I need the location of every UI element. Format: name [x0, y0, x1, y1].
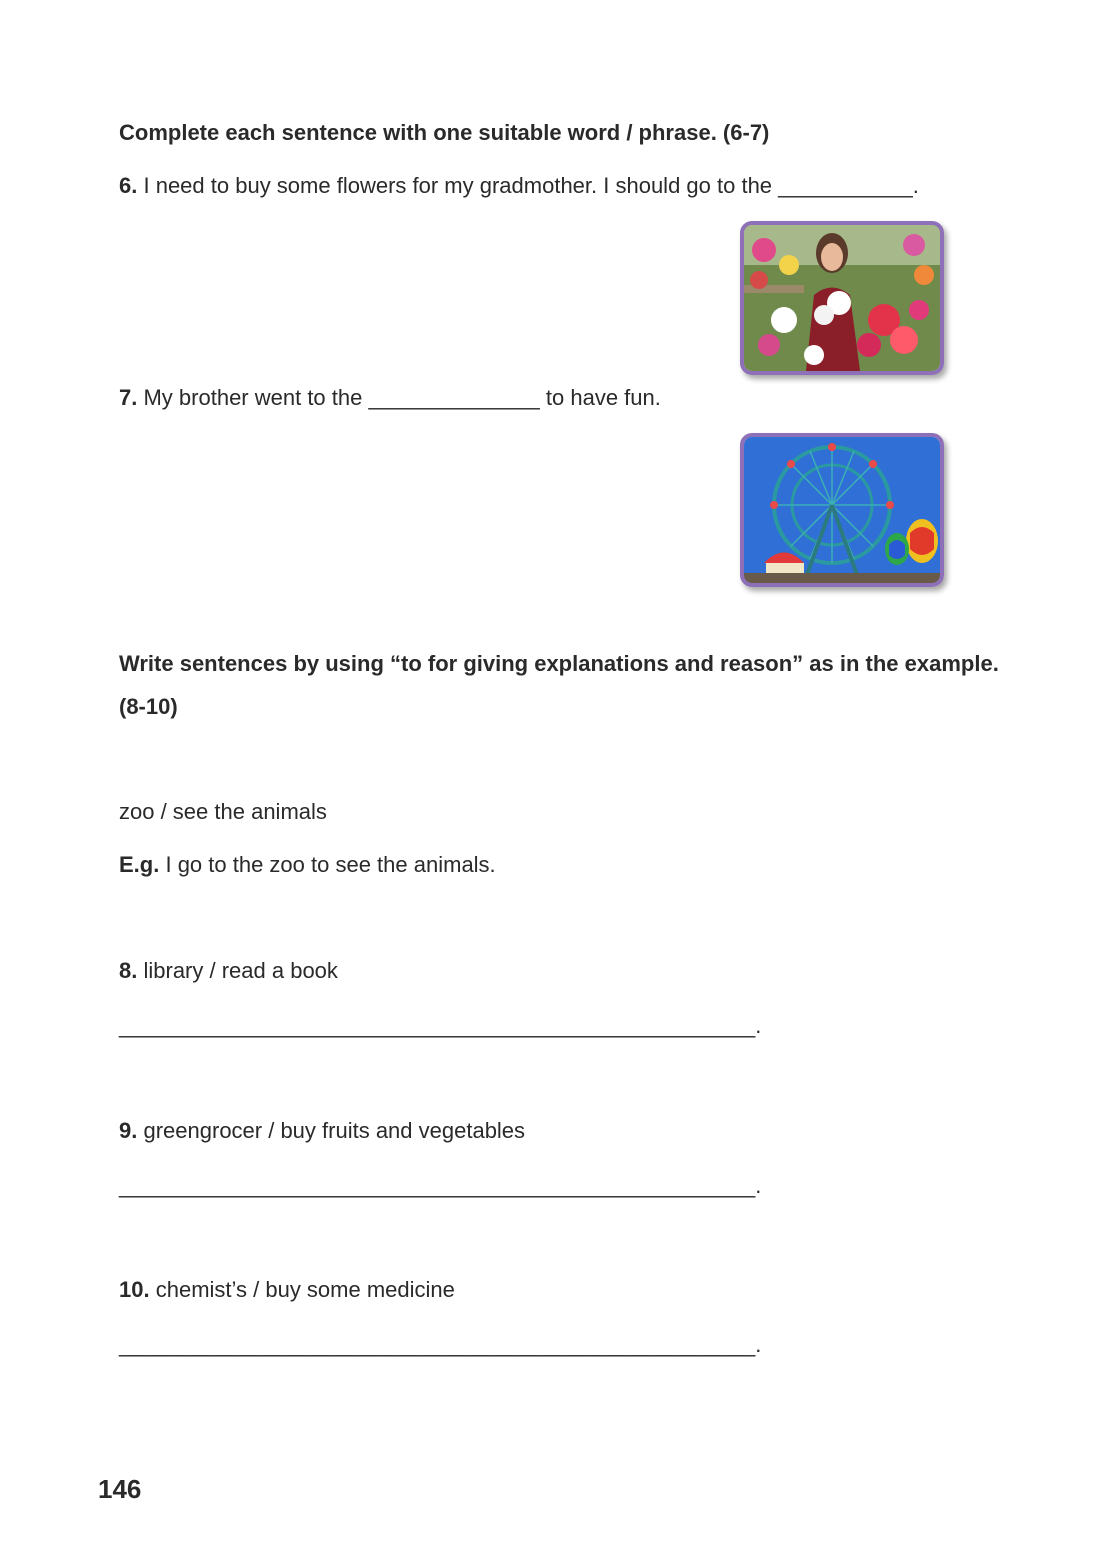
- question-6: [119, 172, 919, 200]
- question-prompt: chemist’s / buy some medicine: [155, 1277, 455, 1302]
- question-10: [119, 1276, 455, 1304]
- answer-line-10[interactable]: ____________________________________________________.: [119, 1332, 762, 1357]
- flower-shop-photo: [740, 221, 944, 375]
- section2-heading-line1: Write sentences by using “to for giving explanations and reason” as in the example.: [119, 651, 999, 676]
- question-9: [119, 1117, 525, 1145]
- page-number: 146: [98, 1474, 142, 1504]
- question-number: 6.: [119, 173, 138, 198]
- example-sentence: [119, 851, 496, 879]
- question-number: 8.: [119, 958, 138, 983]
- question-8: [119, 957, 338, 985]
- question-number: 7.: [119, 385, 138, 410]
- section1-heading: Complete each sentence with one suitable word / phrase. (6-7): [119, 120, 770, 145]
- section2-heading-line2: (8-10): [119, 694, 178, 719]
- example-text: I go to the zoo to see the animals.: [165, 852, 496, 877]
- answer-line-8[interactable]: ____________________________________________________.: [119, 1013, 762, 1038]
- question-number: 10.: [119, 1277, 150, 1302]
- amusement-park-photo: [740, 433, 944, 587]
- question-prompt: library / read a book: [143, 958, 338, 983]
- question-number: 9.: [119, 1118, 138, 1143]
- question-prompt: greengrocer / buy fruits and vegetables: [143, 1118, 526, 1143]
- question-7: [119, 384, 661, 412]
- example-label: E.g.: [119, 852, 160, 877]
- question-text: I need to buy some flowers for my gradmother. I should go to the ___________.: [143, 173, 919, 198]
- example-prompt: zoo / see the animals: [119, 799, 327, 824]
- question-text: My brother went to the ______________ to have fun.: [143, 385, 661, 410]
- answer-line-9[interactable]: ____________________________________________________.: [119, 1173, 762, 1198]
